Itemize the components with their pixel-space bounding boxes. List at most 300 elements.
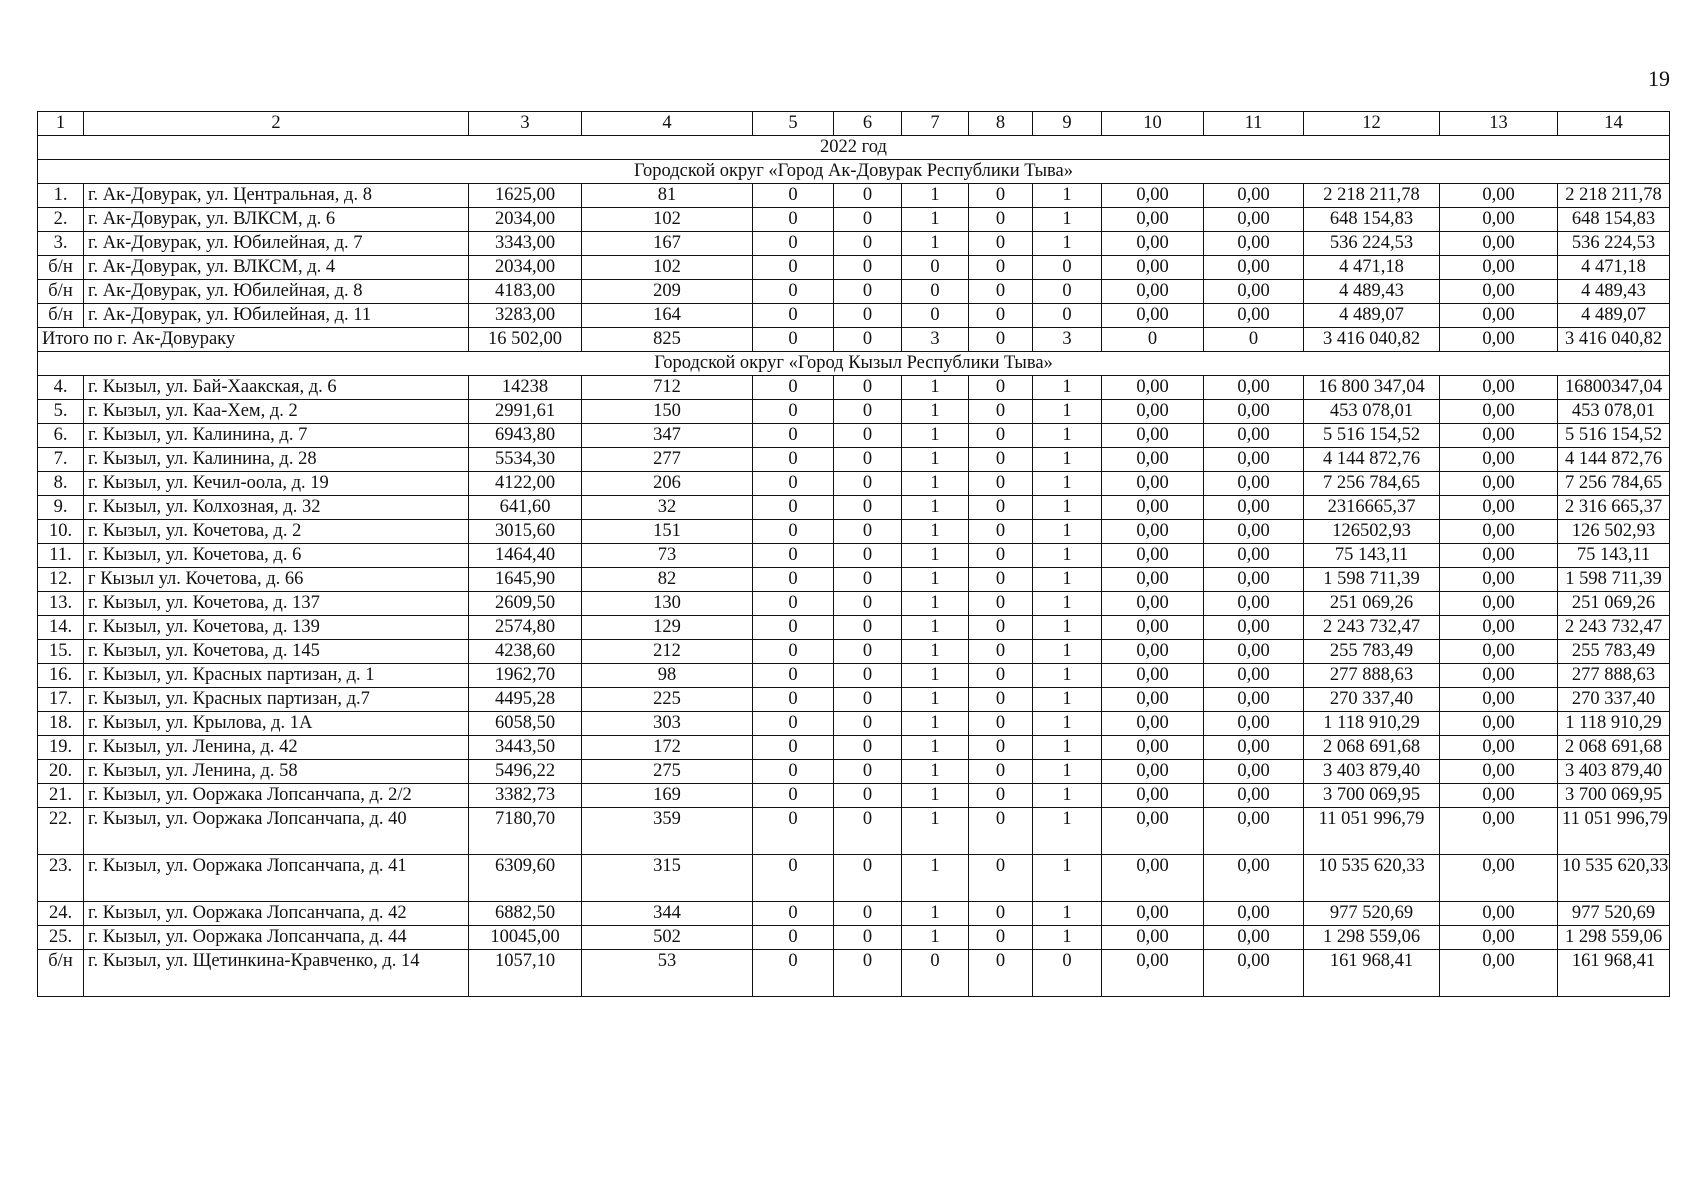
table-cell: 0 — [753, 496, 834, 520]
table-cell: 4122,00 — [469, 472, 582, 496]
table-cell: 536 224,53 — [1558, 232, 1670, 256]
table-cell: 161 968,41 — [1304, 950, 1440, 997]
table-cell: 11 051 996,79 — [1304, 808, 1440, 855]
table-cell: 0,00 — [1204, 592, 1304, 616]
table-cell: 130 — [582, 592, 753, 616]
table-cell: 1 — [902, 664, 969, 688]
table-cell: 1 — [902, 808, 969, 855]
table-cell: 7180,70 — [469, 808, 582, 855]
address-cell: г. Ак-Довурак, ул. Юбилейная, д. 7 — [84, 232, 469, 256]
table-cell: 0 — [834, 472, 902, 496]
table-cell: 1 118 910,29 — [1304, 712, 1440, 736]
table-cell: 4 489,43 — [1558, 280, 1670, 304]
table-row — [38, 448, 1670, 472]
table-cell: 0,00 — [1102, 208, 1204, 232]
table-cell: 0 — [834, 520, 902, 544]
table-cell: 5496,22 — [469, 760, 582, 784]
table-cell: 172 — [582, 736, 753, 760]
column-number-2: 2 — [84, 112, 469, 136]
table-cell: 0,00 — [1440, 568, 1558, 592]
table-cell: 1 — [902, 424, 969, 448]
table-cell: 0,00 — [1204, 712, 1304, 736]
table-cell: 1 118 910,29 — [1558, 712, 1670, 736]
table-cell: 1 — [1033, 568, 1102, 592]
table-cell: 977 520,69 — [1304, 902, 1440, 926]
total-cell: 0,00 — [1440, 328, 1558, 352]
table-row — [38, 712, 1670, 736]
table-cell: 73 — [582, 544, 753, 568]
table-cell: 0,00 — [1440, 520, 1558, 544]
table-cell: 1 — [902, 616, 969, 640]
table-cell: 0 — [834, 784, 902, 808]
total-cell: 0 — [1102, 328, 1204, 352]
table-cell: 0,00 — [1204, 520, 1304, 544]
table-cell: 1 — [902, 926, 969, 950]
total-cell: 3 416 040,82 — [1558, 328, 1670, 352]
table-cell: 0 — [969, 568, 1033, 592]
column-number-3: 3 — [469, 112, 582, 136]
table-cell: 0,00 — [1204, 184, 1304, 208]
table-cell: 32 — [582, 496, 753, 520]
table-cell: 0,00 — [1440, 616, 1558, 640]
data-table — [37, 111, 1670, 997]
address-cell: г. Ак-Довурак, ул. ВЛКСМ, д. 4 — [84, 256, 469, 280]
table-cell: 0,00 — [1102, 496, 1204, 520]
row-number: б/н — [38, 950, 84, 997]
table-cell: 0,00 — [1440, 736, 1558, 760]
table-cell: 251 069,26 — [1304, 592, 1440, 616]
table-cell: 1 — [902, 520, 969, 544]
table-cell: 0 — [753, 736, 834, 760]
total-cell: 3 416 040,82 — [1304, 328, 1440, 352]
table-cell: 0 — [834, 592, 902, 616]
section-title-row — [38, 160, 1670, 184]
total-cell: 3 — [902, 328, 969, 352]
table-cell: 0 — [969, 256, 1033, 280]
row-number: 16. — [38, 664, 84, 688]
table-cell: 6058,50 — [469, 712, 582, 736]
table-cell: 0 — [834, 544, 902, 568]
table-cell: 315 — [582, 855, 753, 902]
row-number: 12. — [38, 568, 84, 592]
total-label: Итого по г. Ак-Довураку — [38, 328, 469, 352]
table-row — [38, 664, 1670, 688]
table-cell: 277 888,63 — [1304, 664, 1440, 688]
table-row — [38, 208, 1670, 232]
table-cell: 0,00 — [1102, 664, 1204, 688]
table-cell: 275 — [582, 760, 753, 784]
table-cell: 2 243 732,47 — [1558, 616, 1670, 640]
table-cell: 1 — [902, 902, 969, 926]
column-number-4: 4 — [582, 112, 753, 136]
total-cell: 825 — [582, 328, 753, 352]
table-cell: 0 — [969, 664, 1033, 688]
table-cell: 0 — [834, 664, 902, 688]
table-cell: 98 — [582, 664, 753, 688]
address-cell: г. Кызыл, ул. Крылова, д. 1А — [84, 712, 469, 736]
table-cell: 1 — [1033, 184, 1102, 208]
table-cell: 0,00 — [1102, 760, 1204, 784]
table-cell: 0 — [753, 855, 834, 902]
table-cell: 5 516 154,52 — [1558, 424, 1670, 448]
table-cell: 1 — [902, 855, 969, 902]
table-cell: 0,00 — [1102, 902, 1204, 926]
table-cell: 0 — [753, 400, 834, 424]
table-cell: 0 — [834, 184, 902, 208]
table-cell: 1 — [902, 784, 969, 808]
page-number: 19 — [1648, 66, 1670, 91]
table-cell: 277 888,63 — [1558, 664, 1670, 688]
table-cell: 0 — [753, 688, 834, 712]
table-cell: 1 — [1033, 376, 1102, 400]
table-cell: 151 — [582, 520, 753, 544]
table-cell: 0,00 — [1204, 950, 1304, 997]
column-number-13: 13 — [1440, 112, 1558, 136]
address-cell: г. Кызыл, ул. Бай-Хаакская, д. 6 — [84, 376, 469, 400]
row-number: 24. — [38, 902, 84, 926]
table-cell: 0 — [969, 448, 1033, 472]
table-cell: 1 — [902, 472, 969, 496]
table-row — [38, 616, 1670, 640]
table-cell: 1 — [1033, 496, 1102, 520]
table-cell: 3382,73 — [469, 784, 582, 808]
table-cell: 3 700 069,95 — [1304, 784, 1440, 808]
table-cell: 2 218 211,78 — [1304, 184, 1440, 208]
table-cell: 0 — [753, 664, 834, 688]
table-cell: 2034,00 — [469, 256, 582, 280]
table-cell: 0,00 — [1440, 544, 1558, 568]
table-cell: 270 337,40 — [1304, 688, 1440, 712]
table-cell: 0,00 — [1204, 640, 1304, 664]
table-cell: 0,00 — [1204, 855, 1304, 902]
table-cell: 150 — [582, 400, 753, 424]
table-cell: 0 — [834, 568, 902, 592]
row-number: 9. — [38, 496, 84, 520]
total-cell: 0 — [834, 328, 902, 352]
table-row — [38, 256, 1670, 280]
address-cell: г. Кызыл, ул. Кочетова, д. 139 — [84, 616, 469, 640]
table-cell: 1 — [1033, 592, 1102, 616]
table-cell: 0 — [753, 544, 834, 568]
table-cell: 0,00 — [1204, 926, 1304, 950]
section-title-row — [38, 352, 1670, 376]
table-cell: 1464,40 — [469, 544, 582, 568]
table-cell: 0,00 — [1440, 664, 1558, 688]
table-cell: 1 598 711,39 — [1304, 568, 1440, 592]
table-cell: 7 256 784,65 — [1558, 472, 1670, 496]
table-cell: 0 — [834, 808, 902, 855]
table-cell: 0,00 — [1440, 448, 1558, 472]
table-cell: 0 — [969, 280, 1033, 304]
table-cell: 212 — [582, 640, 753, 664]
row-number: 25. — [38, 926, 84, 950]
table-cell: 0,00 — [1102, 784, 1204, 808]
table-cell: 0 — [834, 760, 902, 784]
table-cell: 0 — [902, 256, 969, 280]
table-cell: 3443,50 — [469, 736, 582, 760]
table-cell: 0 — [969, 688, 1033, 712]
table-cell: 3 700 069,95 — [1558, 784, 1670, 808]
row-number: 11. — [38, 544, 84, 568]
table-row — [38, 902, 1670, 926]
table-cell: 0 — [969, 784, 1033, 808]
table-cell: 1 — [1033, 760, 1102, 784]
table-cell: 0,00 — [1204, 736, 1304, 760]
table-cell: 0 — [753, 520, 834, 544]
table-cell: 0,00 — [1440, 208, 1558, 232]
table-cell: 0 — [753, 808, 834, 855]
table-cell: 1 — [1033, 400, 1102, 424]
table-cell: 0,00 — [1102, 808, 1204, 855]
table-cell: 453 078,01 — [1558, 400, 1670, 424]
table-body — [38, 112, 1670, 997]
table-cell: 1 — [902, 688, 969, 712]
table-cell: 82 — [582, 568, 753, 592]
address-cell: г. Ак-Довурак, ул. Юбилейная, д. 11 — [84, 304, 469, 328]
table-cell: 3343,00 — [469, 232, 582, 256]
table-cell: 0 — [834, 304, 902, 328]
row-number: 14. — [38, 616, 84, 640]
table-cell: 359 — [582, 808, 753, 855]
table-cell: 0,00 — [1204, 376, 1304, 400]
table-cell: 0,00 — [1440, 472, 1558, 496]
section-title: Городской округ «Город Ак-Довурак Республики Тыва» — [38, 160, 1670, 184]
table-cell: 16800347,04 — [1558, 376, 1670, 400]
table-cell: 0 — [753, 950, 834, 997]
address-cell: г. Кызыл, ул. Кочетова, д. 2 — [84, 520, 469, 544]
table-cell: 0,00 — [1440, 640, 1558, 664]
table-cell: 0 — [902, 280, 969, 304]
address-cell: г. Кызыл, ул. Ооржака Лопсанчапа, д. 42 — [84, 902, 469, 926]
column-number-7: 7 — [902, 112, 969, 136]
row-number: 4. — [38, 376, 84, 400]
table-cell: 1962,70 — [469, 664, 582, 688]
table-cell: 0 — [834, 855, 902, 902]
table-row — [38, 688, 1670, 712]
table-cell: 0,00 — [1440, 304, 1558, 328]
table-cell: 0,00 — [1440, 280, 1558, 304]
table-cell: 164 — [582, 304, 753, 328]
table-cell: 0 — [969, 736, 1033, 760]
table-cell: 0,00 — [1440, 950, 1558, 997]
table-cell: 0,00 — [1440, 592, 1558, 616]
table-cell: 0 — [902, 950, 969, 997]
table-row — [38, 232, 1670, 256]
table-cell: 648 154,83 — [1558, 208, 1670, 232]
table-row — [38, 424, 1670, 448]
address-cell: г. Кызыл, ул. Красных партизан, д. 1 — [84, 664, 469, 688]
table-cell: 0 — [969, 232, 1033, 256]
row-number: 8. — [38, 472, 84, 496]
table-row — [38, 496, 1670, 520]
table-cell: 0 — [969, 544, 1033, 568]
table-cell: 4183,00 — [469, 280, 582, 304]
table-cell: 10045,00 — [469, 926, 582, 950]
table-cell: 75 143,11 — [1558, 544, 1670, 568]
table-cell: 1625,00 — [469, 184, 582, 208]
address-cell: г. Кызыл, ул. Ооржака Лопсанчапа, д. 40 — [84, 808, 469, 855]
table-cell: 1 — [902, 712, 969, 736]
table-cell: 0,00 — [1102, 256, 1204, 280]
table-row — [38, 544, 1670, 568]
table-cell: 0 — [969, 184, 1033, 208]
table-cell: 0 — [969, 712, 1033, 736]
table-cell: 0,00 — [1102, 616, 1204, 640]
table-cell: 0 — [834, 950, 902, 997]
table-cell: 5 516 154,52 — [1304, 424, 1440, 448]
table-cell: 1 — [1033, 926, 1102, 950]
row-number: б/н — [38, 304, 84, 328]
table-cell: 0 — [753, 760, 834, 784]
address-cell: г. Кызыл, ул. Красных партизан, д.7 — [84, 688, 469, 712]
table-row — [38, 568, 1670, 592]
header-row — [38, 112, 1670, 136]
table-cell: 0,00 — [1102, 688, 1204, 712]
table-row — [38, 520, 1670, 544]
table-cell: 1 — [1033, 902, 1102, 926]
address-cell: г. Ак-Довурак, ул. Юбилейная, д. 8 — [84, 280, 469, 304]
column-number-10: 10 — [1102, 112, 1204, 136]
table-cell: 2 068 691,68 — [1304, 736, 1440, 760]
table-cell: 1 — [902, 208, 969, 232]
row-number: 3. — [38, 232, 84, 256]
table-cell: 0,00 — [1440, 926, 1558, 950]
table-cell: 502 — [582, 926, 753, 950]
table-cell: 0,00 — [1440, 400, 1558, 424]
table-row — [38, 855, 1670, 902]
table-cell: 206 — [582, 472, 753, 496]
row-number: 2. — [38, 208, 84, 232]
table-cell: 0 — [834, 616, 902, 640]
table-cell: 4 489,07 — [1304, 304, 1440, 328]
table-cell: 0 — [834, 640, 902, 664]
row-number: б/н — [38, 256, 84, 280]
table-cell: 641,60 — [469, 496, 582, 520]
table-cell: 0 — [969, 926, 1033, 950]
table-cell: 0 — [834, 208, 902, 232]
table-cell: 0,00 — [1102, 448, 1204, 472]
column-number-12: 12 — [1304, 112, 1440, 136]
table-cell: 0,00 — [1204, 760, 1304, 784]
table-cell: 0 — [753, 376, 834, 400]
address-cell: г. Кызыл, ул. Ленина, д. 42 — [84, 736, 469, 760]
table-cell: 6882,50 — [469, 902, 582, 926]
table-cell: 1 — [902, 232, 969, 256]
row-number: 1. — [38, 184, 84, 208]
row-number: 18. — [38, 712, 84, 736]
table-cell: 347 — [582, 424, 753, 448]
table-cell: 0 — [753, 926, 834, 950]
table-row — [38, 760, 1670, 784]
table-cell: 0,00 — [1204, 304, 1304, 328]
table-cell: 1 — [1033, 616, 1102, 640]
table-cell: 2 218 211,78 — [1558, 184, 1670, 208]
table-cell: 0,00 — [1102, 400, 1204, 424]
table-cell: 2 068 691,68 — [1558, 736, 1670, 760]
table-cell: 0 — [1033, 280, 1102, 304]
table-cell: 1 — [902, 400, 969, 424]
table-cell: 0 — [1033, 256, 1102, 280]
table-row — [38, 184, 1670, 208]
table-cell: 0,00 — [1102, 304, 1204, 328]
address-cell: г. Ак-Довурак, ул. ВЛКСМ, д. 6 — [84, 208, 469, 232]
table-cell: 167 — [582, 232, 753, 256]
table-row — [38, 736, 1670, 760]
table-cell: 0 — [753, 184, 834, 208]
table-cell: 0,00 — [1440, 184, 1558, 208]
table-cell: 16 800 347,04 — [1304, 376, 1440, 400]
table-row — [38, 304, 1670, 328]
table-cell: 0,00 — [1102, 280, 1204, 304]
table-cell: 1057,10 — [469, 950, 582, 997]
column-number-9: 9 — [1033, 112, 1102, 136]
column-number-14: 14 — [1558, 112, 1670, 136]
table-row — [38, 592, 1670, 616]
address-cell: г. Ак-Довурак, ул. Центральная, д. 8 — [84, 184, 469, 208]
table-cell: 0 — [969, 855, 1033, 902]
table-cell: 4238,60 — [469, 640, 582, 664]
table-cell: 0 — [753, 448, 834, 472]
table-cell: 0 — [969, 760, 1033, 784]
table-cell: 0,00 — [1204, 688, 1304, 712]
table-cell: 0 — [753, 616, 834, 640]
address-cell: г. Кызыл, ул. Колхозная, д. 32 — [84, 496, 469, 520]
table-cell: 712 — [582, 376, 753, 400]
row-number: 10. — [38, 520, 84, 544]
table-cell: 1 — [1033, 712, 1102, 736]
table-cell: 0 — [753, 784, 834, 808]
table-cell: 0 — [969, 950, 1033, 997]
table-cell: 0,00 — [1204, 424, 1304, 448]
table-cell: 0,00 — [1102, 640, 1204, 664]
table-cell: 225 — [582, 688, 753, 712]
table-cell: 0,00 — [1204, 808, 1304, 855]
table-cell: 0,00 — [1440, 808, 1558, 855]
column-number-5: 5 — [753, 112, 834, 136]
table-row — [38, 280, 1670, 304]
address-cell: г. Кызыл, ул. Калинина, д. 7 — [84, 424, 469, 448]
table-cell: 1 — [1033, 424, 1102, 448]
table-cell: 0 — [969, 592, 1033, 616]
table-cell: 0 — [834, 232, 902, 256]
table-cell: 0 — [969, 472, 1033, 496]
total-cell: 16 502,00 — [469, 328, 582, 352]
table-row — [38, 472, 1670, 496]
table-cell: 0 — [834, 256, 902, 280]
table-cell: 1 — [902, 496, 969, 520]
table-cell: 209 — [582, 280, 753, 304]
total-cell: 0 — [753, 328, 834, 352]
row-number: 13. — [38, 592, 84, 616]
table-cell: 0,00 — [1440, 688, 1558, 712]
year-row — [38, 136, 1670, 160]
table-cell: 1 — [1033, 640, 1102, 664]
table-cell: 1 — [1033, 448, 1102, 472]
table-cell: 0,00 — [1102, 232, 1204, 256]
table-cell: 0 — [834, 424, 902, 448]
table-cell: 1645,90 — [469, 568, 582, 592]
table-cell: 0,00 — [1204, 472, 1304, 496]
table-cell: 0,00 — [1102, 950, 1204, 997]
table-cell: 0,00 — [1204, 496, 1304, 520]
table-row — [38, 808, 1670, 855]
table-cell: 0,00 — [1204, 280, 1304, 304]
table-cell: 1 — [902, 448, 969, 472]
table-cell: 0 — [753, 280, 834, 304]
year-label: 2022 год — [38, 136, 1670, 160]
table-cell: 0,00 — [1440, 496, 1558, 520]
address-cell: г. Кызыл, ул. Ооржака Лопсанчапа, д. 2/2 — [84, 784, 469, 808]
